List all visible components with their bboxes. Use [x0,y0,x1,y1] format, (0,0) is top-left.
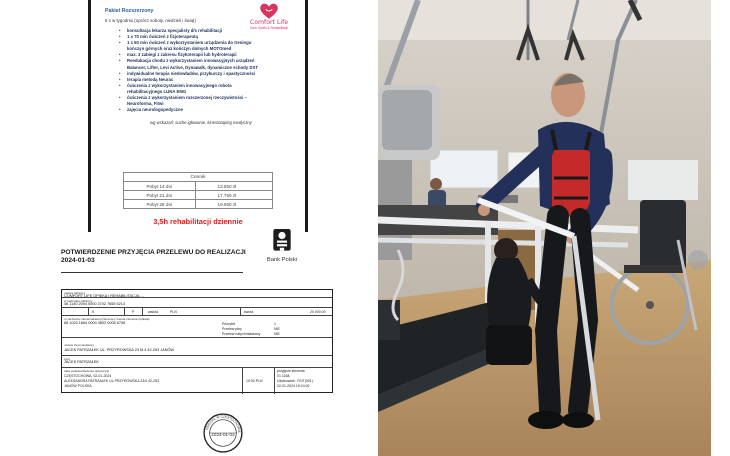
list-item: • max. 3 zabiegi z zakresu fizykoterapii lub hydroterapii [127,52,265,58]
divider [240,308,241,316]
code-cell: K [92,310,95,314]
instant-value: NIE [274,332,280,336]
code-cell: P [132,310,135,314]
list-item: • konsultacja lekarza specjalisty d/s rehabilitacji [127,28,265,34]
photo-illustration [378,0,711,456]
divider [61,272,243,273]
priority-label: Priorytet [222,322,236,326]
recipient-value: COMFORT LIFE OPIEKA I REHABILITACJA - - [64,293,144,298]
time-value: 10:00 PLN [246,379,263,383]
confirmation-title [61,249,261,265]
table-row [124,200,273,209]
orderer-city: JANÓW POLSKA [64,384,92,388]
amount-value: 20 000,00 [310,310,326,314]
table-row [124,182,273,191]
split-value: NIE [274,327,280,331]
divider [142,308,143,316]
rehabilitation-photo [378,0,711,456]
list-item: • ćwiczenia z wykorzystaniem rozszerzonej rzeczywistości – Neuroforma, Fitwi [127,95,265,107]
currency-value: PLN [170,310,177,314]
instant-label: Przelew natychmiastowy [222,332,261,336]
package-title: Pakiet Rozszerzony [105,8,154,14]
form-row [62,316,332,338]
received-label: przyjęcie zlecenia [277,369,305,373]
orderer: ALEKSANDRA PATRZAŁEK UL.PRZYROWSKA 23/4 42-253 [64,379,159,383]
form-row [62,308,332,316]
price-table-header: Cennik [124,173,273,182]
price-amount: 13.550 zł [195,182,272,191]
divider [88,308,89,316]
sender-account: 68 1020 1664 0000 3802 0005 6708 [64,321,126,325]
form-label: tytuł [64,356,70,361]
confirmation-date: 2024-01-03 [61,257,95,265]
stamp-date: 2024-01-02 [211,431,235,437]
logo-subtext: Dom Opieki & Rehabilitacji [250,26,288,31]
list-item: • 1 x 60 min ćwiczeń z wykorzystaniem urządzenia do treningu kończyn górnych oraz kończyn dolnych MOTOmed [127,40,265,52]
split-label: Przelew płny [222,327,242,331]
currency-label: waluta [148,310,159,314]
table-row [124,191,273,200]
priority-value: 1 [274,322,276,326]
price-amount: 17.750 zł [195,191,272,200]
price-period: Pobyt 28 dni [124,200,196,209]
form-row [62,290,332,298]
form-row [62,356,332,368]
package-subtitle: 5 x w tygodniu (oprócz soboty, niedzieli i świąt) [105,18,196,23]
price-period: Pobyt 14 dni [124,182,196,191]
price-table [123,172,273,209]
divider [274,368,275,394]
divider [242,368,243,394]
received-line: 02-01-2024 15:24:02 [277,384,310,388]
list-item: • terapia metodą Neurac [127,77,265,83]
price-amount: 19.650 zł [195,200,272,209]
logo-text: Comfort Life [249,19,289,26]
form-label: nazwa zleceniodawcy [64,343,94,347]
form-row [62,298,332,308]
form-label: nr rachunku zleceniodawcy(zlecenie) / kwota zlecenia (wpłata) [64,316,150,321]
received-line: 01 1168, [277,374,291,378]
list-item: • 1 x 70 min ćwiczeń z fizjoterapeutą [127,34,265,40]
received-line: Użytkownik: YGIT(001) [277,379,313,383]
stamp-text: ODDZIAŁ W CZĘSTOCHOWIE [204,414,242,433]
list-item: • indywidualne terapia niedowładów, przykurczy i spastyczności [127,71,265,77]
form-label: data podpisu/złożenia dyspozycji [64,368,110,373]
form-label: w rachunku odbiorcy [64,298,93,303]
bank-pko-icon [271,229,293,255]
recipient-account: 46 1140 2004 0000 3702 7655 5213 [64,302,125,307]
confirmation-title-line: POTWIERDZENIE PRZYJĘCIA PRZELEWU DO REALIZACJI [61,249,246,256]
package-offer-sheet [88,0,308,232]
bank-logo [262,229,302,263]
list-item: • zajęcia neurologopedyczne [127,107,265,113]
amount-label: kwota [244,310,254,314]
heart-logo-icon [258,2,280,20]
stamp-icon [202,412,244,454]
divider [124,308,125,316]
package-footer: 3,5h rehabilitacji dziennie [153,217,243,226]
list-item: • ćwiczenia z wykorzystaniem innowacyjnego robota rehabilitacyjnego LUNA EMG [127,83,265,95]
form-row [62,368,332,394]
transfer-form [61,289,333,393]
package-items-list [105,28,265,113]
form-row [62,338,332,356]
price-period: Pobyt 21 dni [124,191,196,200]
list-item: • Reedukacja chodu z wykorzystaniem innowacyjnych urządzeń Balancer, Lifter, Levi Active, Dynawalk, dynamiczne schody DST [127,58,265,70]
bank-name: Bank Polski [266,257,298,263]
principal-value: JACEK PATRZAŁEK UL. PRZYROWSKA 23 M.4 42-253 JANÓW [64,348,174,352]
place-date: CZĘSTOCHOWA, 02-01-2024 [64,374,112,378]
package-note: wg wskazań: suche igłowanie, kinesiotaping medyczny [150,120,252,126]
bank-stamp [202,412,244,454]
form-label: nazwa odbiorcy [64,290,86,295]
transfer-title-value: JACEK PATRZAŁEK [64,360,99,365]
